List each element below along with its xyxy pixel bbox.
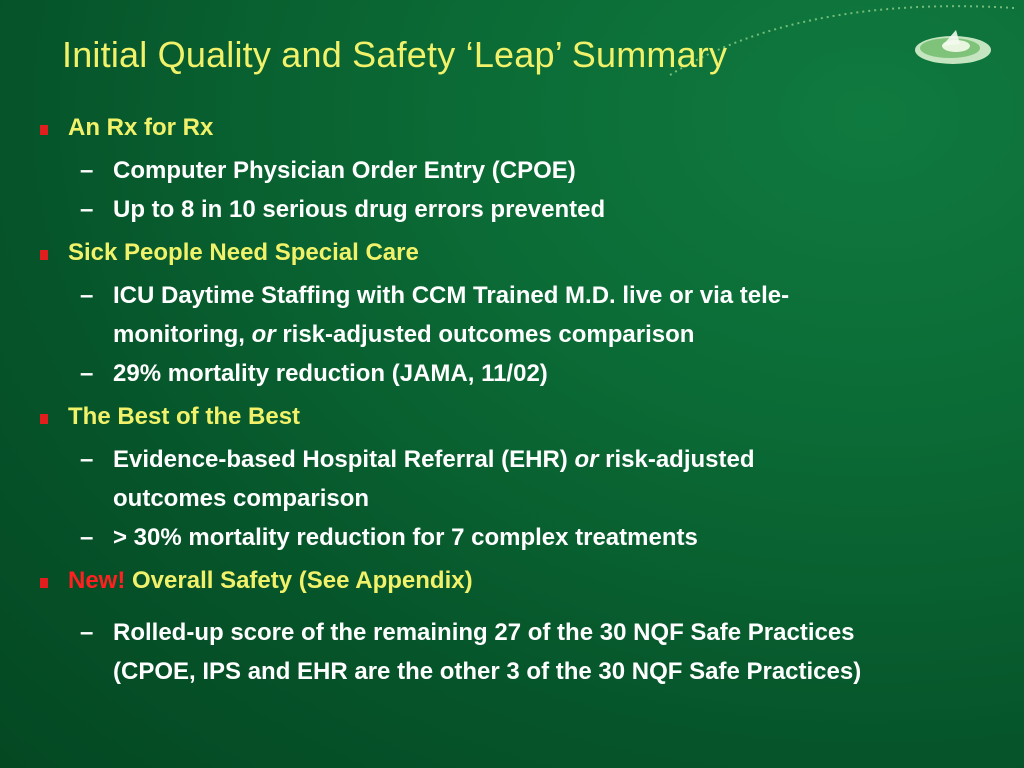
emphasis-or: or bbox=[574, 446, 599, 473]
heading-text: Overall Safety (See Appendix) bbox=[125, 567, 473, 594]
dash-marker: – bbox=[80, 619, 94, 646]
dash-marker: – bbox=[80, 446, 94, 473]
sub-item-text: risk-adjusted outcomes comparison bbox=[275, 321, 695, 348]
sub-item bbox=[36, 440, 1016, 518]
bullet-list bbox=[36, 112, 1016, 691]
sub-item-text: Rolled-up score of the remaining 27 of the 30 NQF Safe Practices bbox=[113, 619, 855, 646]
heading-text: Sick People Need Special Care bbox=[68, 239, 419, 266]
sub-item bbox=[36, 613, 1016, 691]
sub-item-text: 29% mortality reduction (JAMA, 11/02) bbox=[113, 360, 548, 387]
sub-item-text: risk-adjusted bbox=[598, 446, 755, 473]
dash-marker: – bbox=[80, 157, 94, 184]
sub-item-text: Evidence-based Hospital Referral (EHR) bbox=[113, 446, 575, 473]
section-heading bbox=[36, 401, 1016, 433]
emphasis-or: or bbox=[251, 321, 276, 348]
sub-item-text: (CPOE, IPS and EHR are the other 3 of the 30 NQF Safe Practices) bbox=[113, 658, 862, 685]
section-heading bbox=[36, 237, 1016, 269]
bullet-square-icon bbox=[40, 578, 48, 588]
sub-item-text: monitoring, bbox=[113, 321, 252, 348]
sub-item bbox=[36, 518, 1016, 557]
sub-item-text: ICU Daytime Staffing with CCM Trained M.D. live or via tele- bbox=[113, 282, 790, 309]
heading-text: The Best of the Best bbox=[68, 403, 301, 430]
heading-text: An Rx for Rx bbox=[68, 114, 214, 141]
bullet-square-icon bbox=[40, 414, 48, 424]
slide-title: Initial Quality and Safety ‘Leap’ Summary bbox=[62, 34, 728, 75]
sub-item-text: > 30% mortality reduction for 7 complex treatments bbox=[113, 524, 698, 551]
bullet-square-icon bbox=[40, 250, 48, 260]
sub-item bbox=[36, 151, 1016, 190]
dash-marker: – bbox=[80, 282, 94, 309]
dash-marker: – bbox=[80, 360, 94, 387]
sub-item bbox=[36, 276, 1016, 354]
sub-item bbox=[36, 354, 1016, 393]
sub-item-text: Up to 8 in 10 serious drug errors prevented bbox=[113, 196, 606, 223]
sub-item-text: outcomes comparison bbox=[113, 485, 370, 512]
sub-item bbox=[36, 190, 1016, 229]
bullet-square-icon bbox=[40, 125, 48, 135]
dash-marker: – bbox=[80, 196, 94, 223]
sub-item-text: Computer Physician Order Entry (CPOE) bbox=[113, 157, 576, 184]
dash-marker: – bbox=[80, 524, 94, 551]
section-heading bbox=[36, 112, 1016, 144]
section-heading bbox=[36, 565, 1016, 597]
new-label: New! bbox=[68, 567, 126, 594]
